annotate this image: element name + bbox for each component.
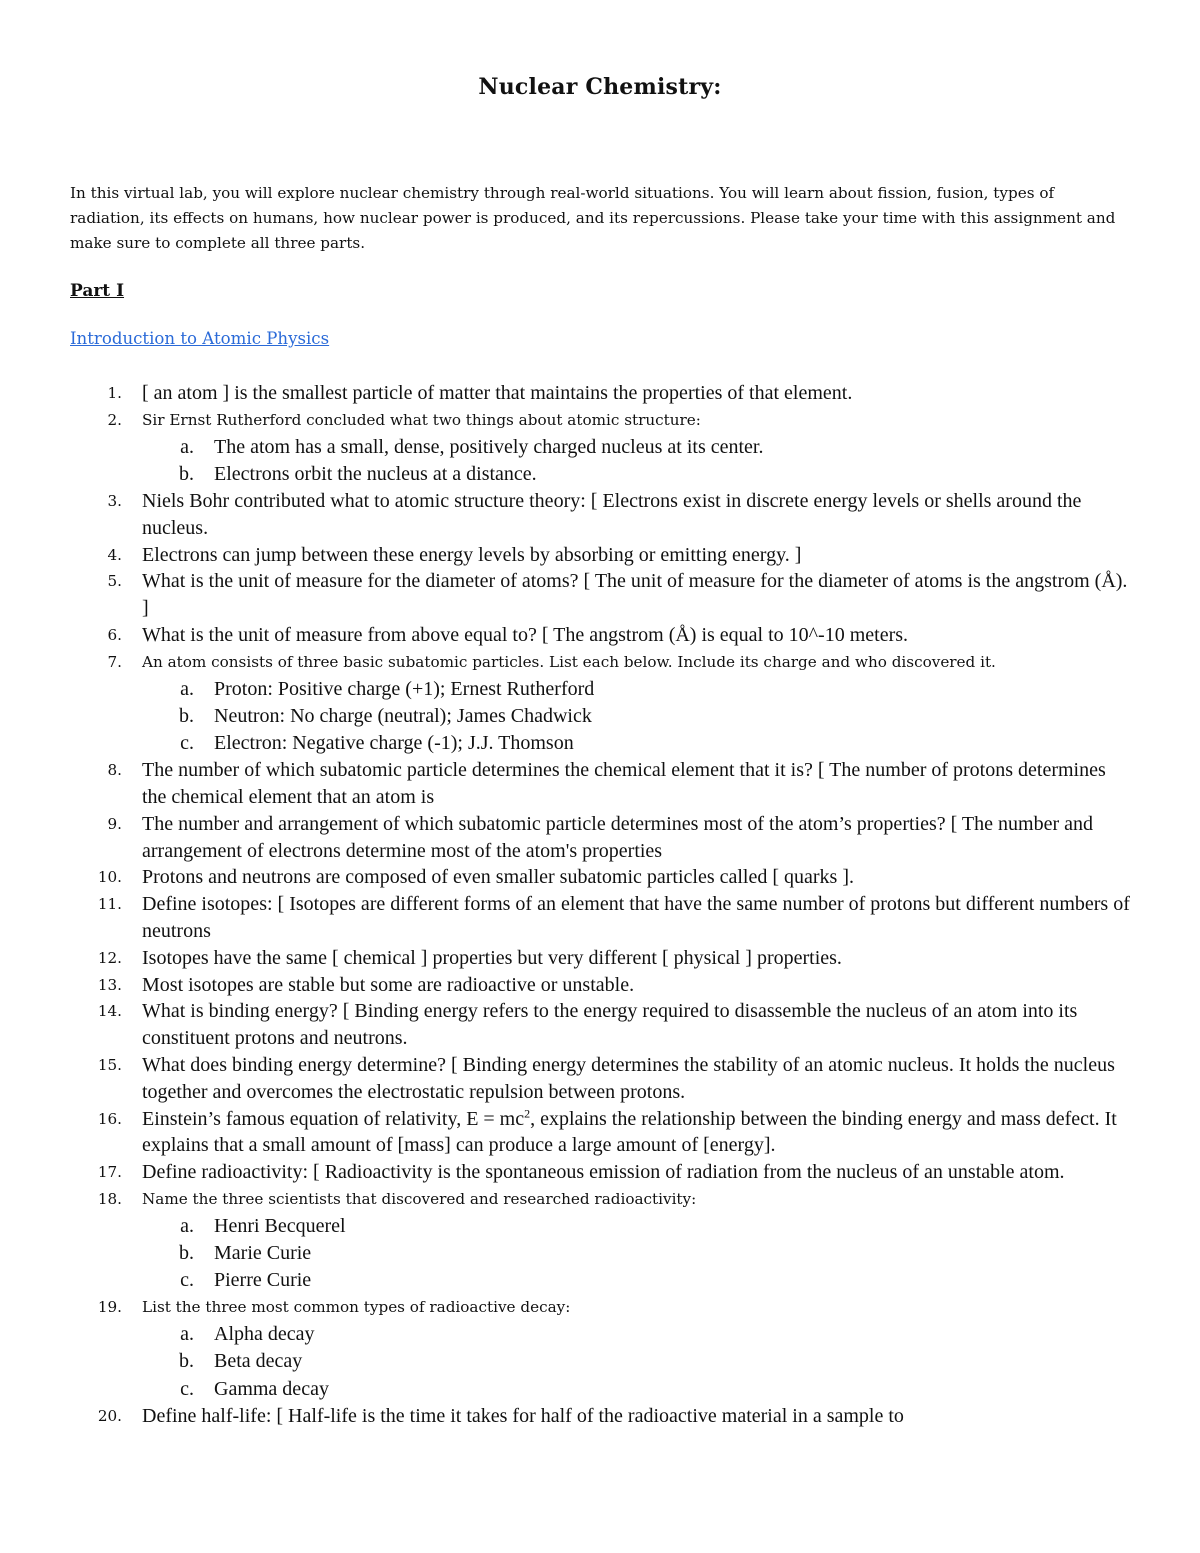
superscript-two: 2 — [524, 1105, 531, 1120]
answer-item: c. Pierre Curie — [180, 1269, 312, 1292]
question-19: 19. List the three most common types of radioactive decay: a. Alpha decay b. Beta decay c. Gamma decay — [70, 1294, 1132, 1402]
question-3: 3. Niels Bohr contributed what to atomic structure theory: [ Electrons exist in discrete energy levels or shells around the nucleus. — [107, 490, 1082, 539]
question-7: 7. An atom consists of three basic subatomic particles. List each below. Include its charge and who discovered it. a. Proton: Positive charge (+1); Ernest Rutherford b. Neutron: No charge (neutral); James Chadwick c. Electron: Negative charge (-1); J.J. Thomson — [70, 649, 1132, 757]
question-10: 10. Protons and neutrons are composed of even smaller subatomic particles called [ quarks ]. — [97, 866, 855, 889]
atomic-physics-link[interactable]: Introduction to Atomic Physics — [70, 329, 330, 348]
answer-item: b. Marie Curie — [179, 1241, 312, 1264]
question-19-answers — [142, 1321, 1132, 1403]
question-2: 2. Sir Ernst Rutherford concluded what two things about atomic structure: a. The atom has a small, dense, positively charged nucleus at its center. b. Electrons orbit the nucleus at a distance. — [70, 407, 1132, 488]
question-15: 15. What does binding energy determine? [ Binding energy determines the stability of an atomic nucleus. It holds the nucleus together and overcomes the electrostatic repulsion between protons. — [97, 1053, 1115, 1103]
question-16: 16. Einstein’s famous equation of relativity, $E = mc^2$, explains the relationship between the binding energy and mass defect. It explains that a small amount of [mass] can produce a large amount of [energy]. — [97, 1105, 1117, 1157]
question-8: 8. The number of which subatomic particle determines the chemical element that it is? [ The number of protons determines the chemical element that an atom is — [107, 759, 1106, 808]
answer-item: a. Alpha decay — [180, 1323, 315, 1346]
answer-item: c. Electron: Negative charge (-1); J.J. Thomson — [180, 731, 574, 754]
question-9: 9. The number and arrangement of which subatomic particle determines most of the atom’s properties? [ The number and arrangement of electrons determine most of the atom's properties — [107, 812, 1093, 862]
question-11: 11. Define isotopes: [ Isotopes are different forms of an element that have the same number of protons but different numbers of neutrons — [97, 893, 1130, 942]
question-1: 1. [ an atom ] is the smallest particle of matter that maintains the properties of that element. — [107, 382, 853, 404]
part-heading: Part I — [70, 281, 125, 301]
question-2-answers — [142, 434, 1132, 488]
question-4: 4. Electrons can jump between these energy levels by absorbing or emitting energy. ] — [107, 543, 802, 566]
answer-item: c. Gamma decay — [180, 1377, 329, 1400]
question-12: 12. Isotopes have the same [ chemical ] properties but very different [ physical ] properties. — [97, 946, 842, 969]
intro-paragraph: In this virtual lab, you will explore nuclear chemistry through real-world situations. You will learn about fission, fusion, types of radiation, its effects on humans, how nuclear power is produced, and its repercussions. Please take your time with this assignment and make sure to complete all three parts. — [70, 184, 1116, 252]
question-18-answers — [142, 1213, 1132, 1295]
question-20: 20. Define half-life: [ Half-life is the time it takes for half of the radioactive material in a sample to — [97, 1404, 904, 1427]
question-6: 6. What is the unit of measure from above equal to? [ The angstrom (Å) is equal to 10^-10 meters. — [107, 623, 909, 646]
answer-item: a. Proton: Positive charge (+1); Ernest Rutherford — [180, 677, 595, 700]
answer-item: a. The atom has a small, dense, positively charged nucleus at its center. — [180, 435, 764, 458]
question-13: 13. Most isotopes are stable but some are radioactive or unstable. — [97, 973, 635, 996]
answer-item: a. Henri Becquerel — [180, 1214, 346, 1237]
answer-item: b. Neutron: No charge (neutral); James Chadwick — [179, 704, 592, 727]
question-list — [70, 380, 1132, 1430]
question-17: 17. Define radioactivity: [ Radioactivity is the spontaneous emission of radiation from the nucleus of an unstable atom. — [97, 1161, 1065, 1184]
question-5: 5. What is the unit of measure for the diameter of atoms? [ The unit of measure for the diameter of atoms is the angstrom (Å). ] — [107, 570, 1128, 620]
question-14: 14. What is binding energy? [ Binding energy refers to the energy required to disassemble the nucleus of an atom into its constituent protons and neutrons. — [97, 1000, 1078, 1050]
answer-item: b. Electrons orbit the nucleus at a distance. — [179, 462, 537, 485]
question-18: 18. Name the three scientists that discovered and researched radioactivity: a. Henri Becquerel b. Marie Curie c. Pierre Curie — [70, 1186, 1132, 1294]
question-7-answers — [142, 676, 1132, 758]
page-title: Nuclear Chemistry: — [478, 74, 722, 100]
answer-item: b. Beta decay — [179, 1350, 303, 1373]
